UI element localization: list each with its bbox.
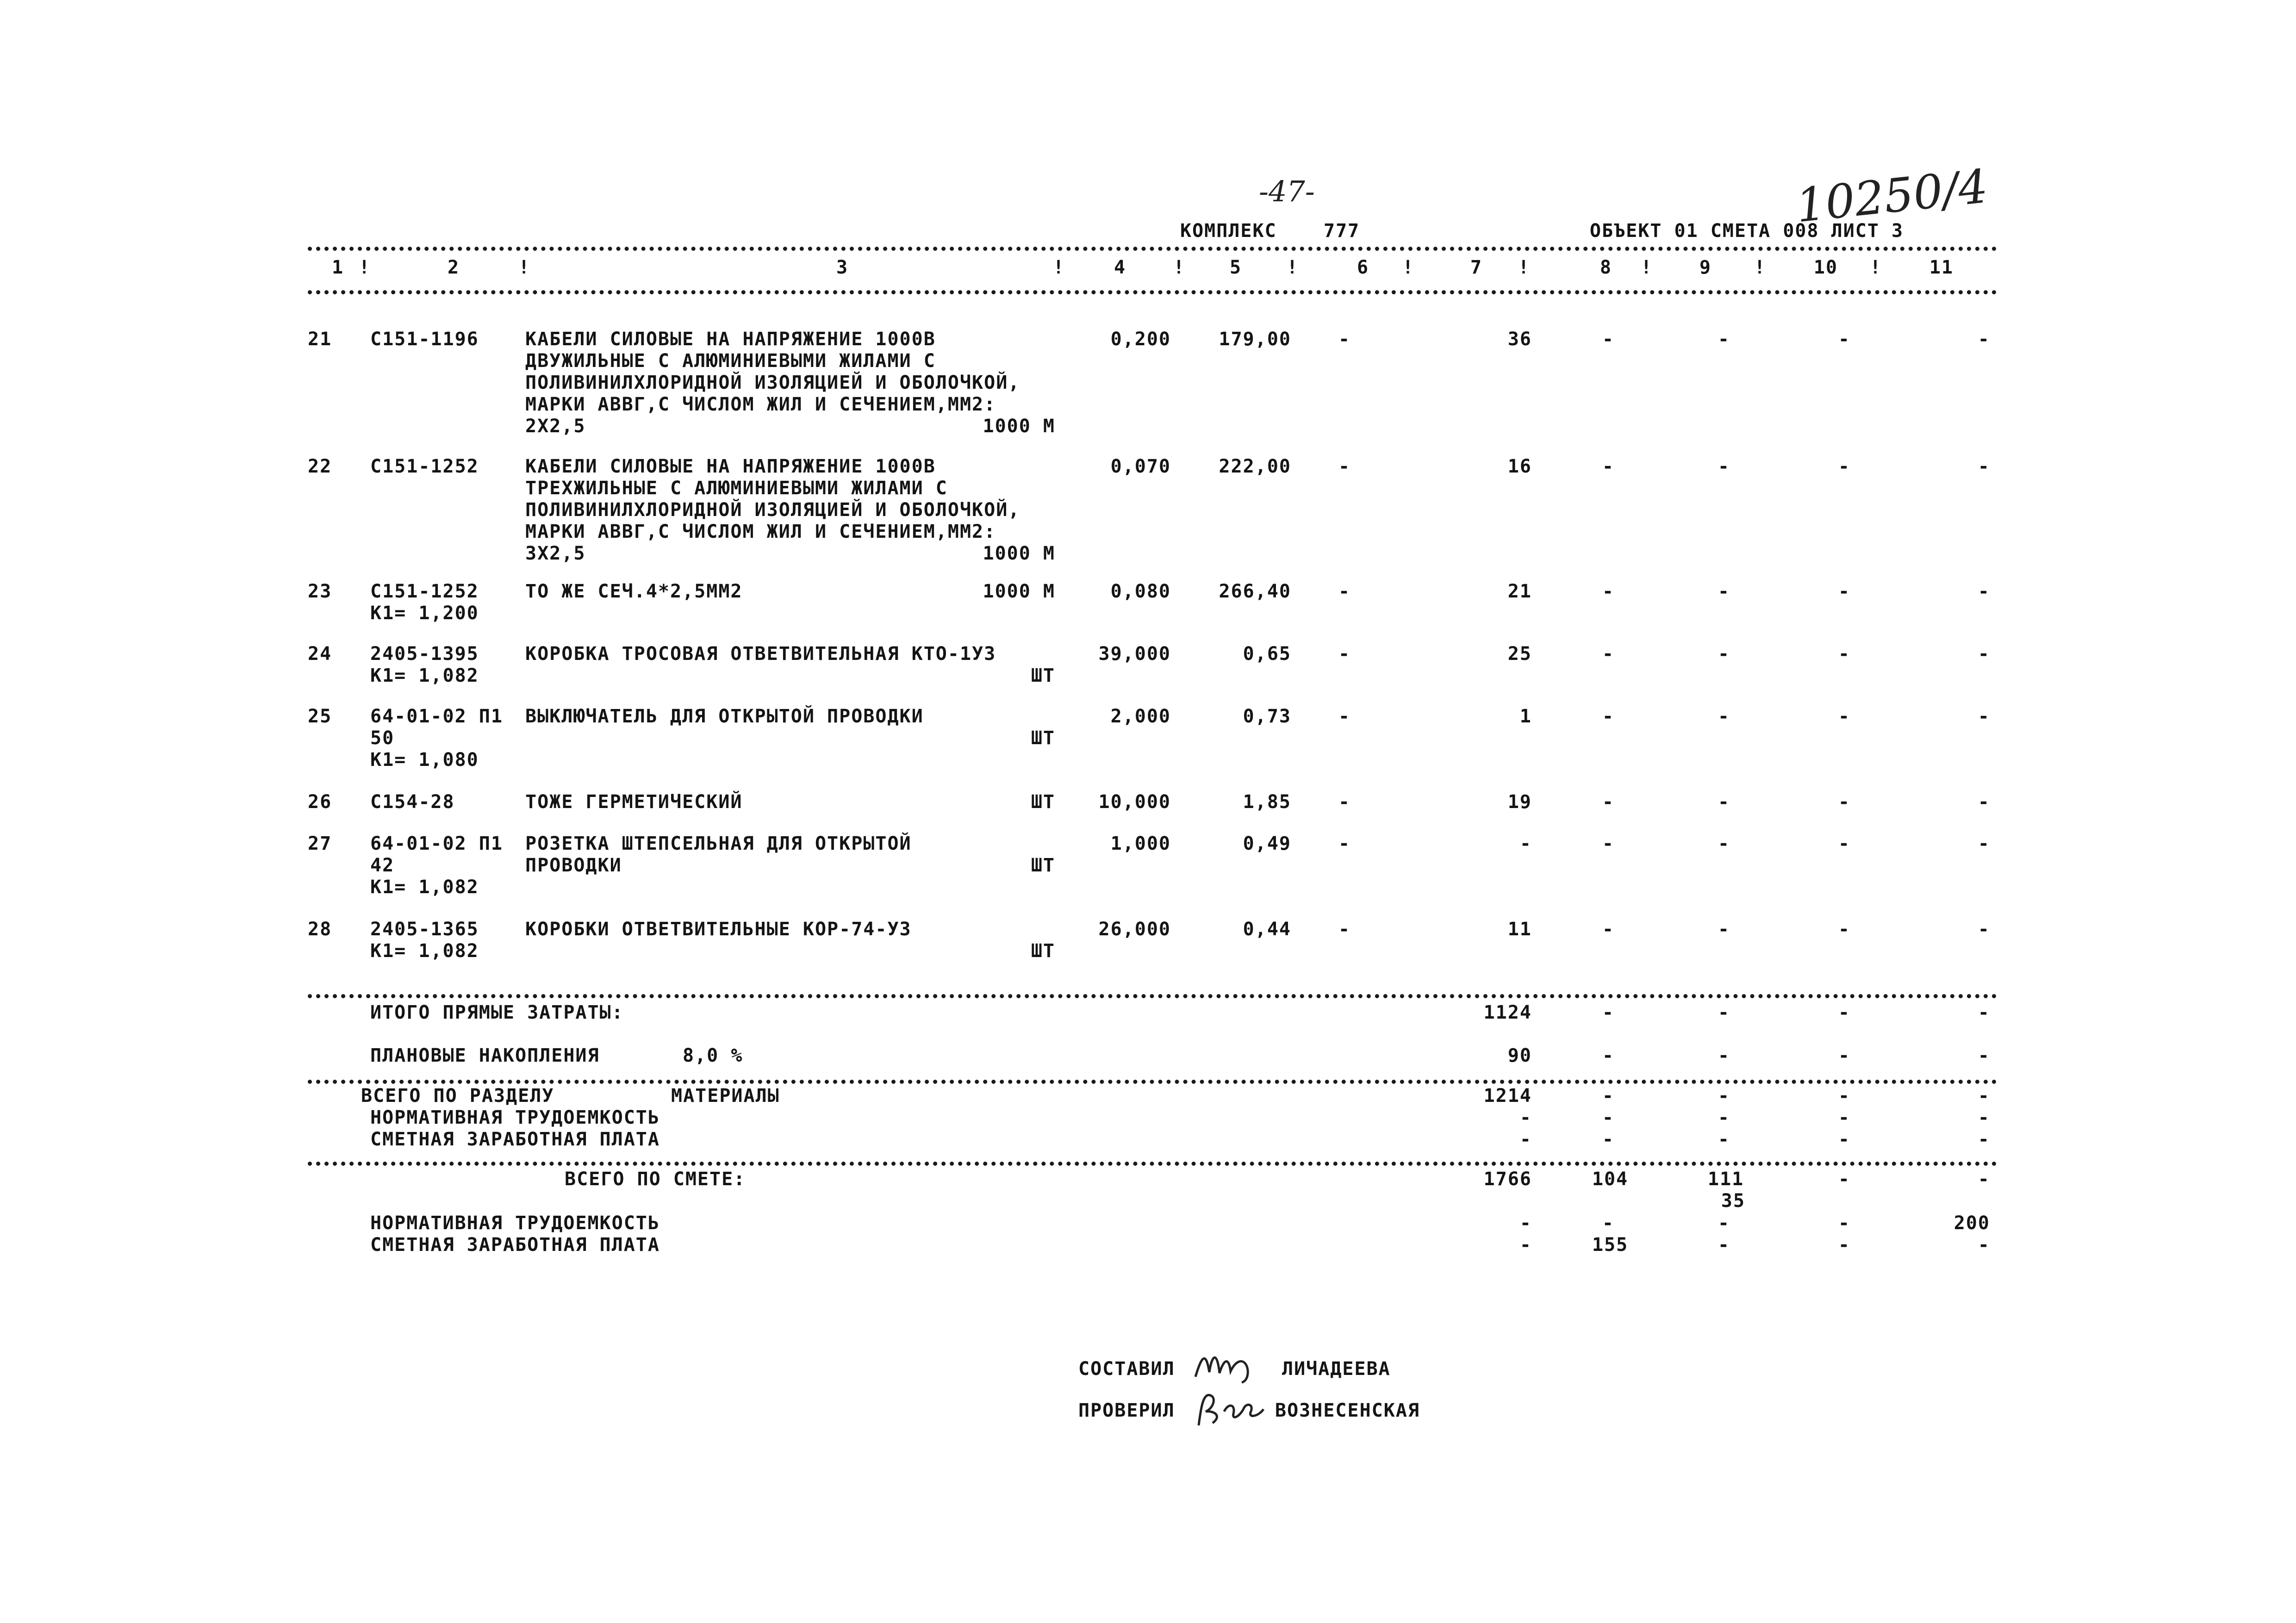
total-col-10: - <box>1838 1234 1851 1256</box>
column-header-10: 10 <box>1813 257 1838 278</box>
header-rule-bottom <box>308 290 1997 294</box>
row-col-6: - <box>1338 456 1351 477</box>
column-separator: ! <box>1870 257 1882 278</box>
compiled-label: СОСТАВИЛ <box>1078 1358 1175 1380</box>
row-description: ПОЛИВИНИЛХЛОРИДНОЙ ИЗОЛЯЦИЕЙ И ОБОЛОЧКОЙ, <box>525 372 1020 393</box>
row-description: МАРКИ АВВГ,С ЧИСЛОМ ЖИЛ И СЕЧЕНИЕМ,ММ2: <box>525 521 996 542</box>
total-col-8: - <box>1602 1085 1615 1107</box>
row-description: ВЫКЛЮЧАТЕЛЬ ДЛЯ ОТКРЫТОЙ ПРОВОДКИ <box>525 706 924 727</box>
total-col-9: - <box>1717 1213 1730 1234</box>
document-number: 10250/4 <box>1793 159 1991 233</box>
total-label: ВСЕГО ПО РАЗДЕЛУ <box>361 1085 554 1107</box>
row-description: КОРОБКИ ОТВЕТВИТЕЛЬНЫЕ КОР-74-У3 <box>525 919 912 940</box>
row-description: ТРЕХЖИЛЬНЫЕ С АЛЮМИНИЕВЫМИ ЖИЛАМИ С <box>525 478 948 499</box>
total-col-9: - <box>1717 1107 1730 1128</box>
column-header-5: 5 <box>1229 257 1242 278</box>
totals-rule-3 <box>308 1162 1997 1166</box>
total-col-8: - <box>1602 1213 1615 1234</box>
row-col-11: - <box>1978 919 1990 940</box>
totals-rule-2 <box>308 1080 1997 1084</box>
total-label: НОРМАТИВНАЯ ТРУДОЕМКОСТЬ <box>370 1107 660 1128</box>
checked-label: ПРОВЕРИЛ <box>1078 1400 1175 1421</box>
row-col-6: - <box>1338 791 1351 813</box>
row-col-10: - <box>1838 706 1851 727</box>
row-col-9: - <box>1717 581 1730 602</box>
row-col-4: 0,070 <box>1110 456 1171 477</box>
row-col-5: 0,65 <box>1243 643 1291 665</box>
total-col-10: - <box>1838 1085 1851 1107</box>
row-number: 25 <box>308 706 332 727</box>
total-col-7: 1214 <box>1483 1085 1532 1107</box>
row-code: С151-1252 <box>370 456 479 477</box>
row-col-5: 266,40 <box>1219 581 1291 602</box>
row-number: 22 <box>308 456 332 477</box>
row-col-6: - <box>1338 329 1351 350</box>
row-description: КАБЕЛИ СИЛОВЫЕ НА НАПРЯЖЕНИЕ 1000В <box>525 456 936 477</box>
total-label: СМЕТНАЯ ЗАРАБОТНАЯ ПЛАТА <box>370 1234 660 1256</box>
row-code: С151-1196 <box>370 329 479 350</box>
row-unit: 1000 М <box>983 416 1055 437</box>
column-header-4: 4 <box>1114 257 1126 278</box>
row-code: С151-1252 <box>370 581 479 602</box>
row-code: 2405-1365 <box>370 919 479 940</box>
total-col-7: - <box>1519 1129 1532 1150</box>
row-unit: ШТ <box>1031 728 1055 749</box>
total-col-8: - <box>1602 1107 1615 1128</box>
totals-rule-1 <box>308 994 1997 998</box>
row-col-8: - <box>1602 456 1615 477</box>
row-code: 2405-1395 <box>370 643 479 665</box>
column-separator: ! <box>1518 257 1531 278</box>
row-col-6: - <box>1338 643 1351 665</box>
row-number: 28 <box>308 919 332 940</box>
total-col-8: 155 <box>1592 1234 1629 1256</box>
column-header-11: 11 <box>1929 257 1954 278</box>
total-col-10: - <box>1838 1169 1851 1190</box>
total-col-11: 200 <box>1954 1213 1990 1234</box>
row-description: ПОЛИВИНИЛХЛОРИДНОЙ ИЗОЛЯЦИЕЙ И ОБОЛОЧКОЙ, <box>525 499 1020 521</box>
row-col-9: - <box>1717 706 1730 727</box>
total-label: ВСЕГО ПО СМЕТЕ: <box>565 1169 746 1190</box>
row-col-8: - <box>1602 833 1615 854</box>
row-description: КАБЕЛИ СИЛОВЫЕ НА НАПРЯЖЕНИЕ 1000В <box>525 329 936 350</box>
total-col-8: - <box>1602 1045 1615 1066</box>
total-label: НОРМАТИВНАЯ ТРУДОЕМКОСТЬ <box>370 1213 660 1234</box>
row-col-5: 0,44 <box>1243 919 1291 940</box>
total-col-10: - <box>1838 1107 1851 1128</box>
total-col-11: - <box>1978 1107 1990 1128</box>
row-code: К1= 1,082 <box>370 665 479 686</box>
row-col-8: - <box>1602 706 1615 727</box>
row-col-10: - <box>1838 643 1851 665</box>
row-col-8: - <box>1602 919 1615 940</box>
row-unit: 1000 М <box>983 581 1055 602</box>
object-label: ОБЪЕКТ 01 СМЕТА 008 ЛИСТ 3 <box>1590 220 1904 242</box>
section-name: МАТЕРИАЛЫ <box>671 1085 780 1107</box>
total-col-7: 1124 <box>1483 1002 1532 1023</box>
row-col-11: - <box>1978 329 1990 350</box>
row-code: К1= 1,082 <box>370 940 479 962</box>
row-code: 64-01-02 П1 <box>370 833 503 854</box>
checked-name: ВОЗНЕСЕНСКАЯ <box>1275 1400 1420 1421</box>
row-number: 26 <box>308 791 332 813</box>
column-header-8: 8 <box>1599 257 1612 278</box>
row-code: К1= 1,200 <box>370 603 479 624</box>
row-description: ТОЖЕ ГЕРМЕТИЧЕСКИЙ <box>525 791 743 813</box>
row-col-11: - <box>1978 581 1990 602</box>
row-code: 42 <box>370 855 395 876</box>
row-col-11: - <box>1978 791 1990 813</box>
row-col-6: - <box>1338 919 1351 940</box>
total-col-9: - <box>1717 1129 1730 1150</box>
row-col-10: - <box>1838 833 1851 854</box>
row-unit: ШТ <box>1031 791 1055 813</box>
row-col-9: - <box>1717 791 1730 813</box>
row-description: ДВУЖИЛЬНЫЕ С АЛЮМИНИЕВЫМИ ЖИЛАМИ С <box>525 350 936 372</box>
total-label: СМЕТНАЯ ЗАРАБОТНАЯ ПЛАТА <box>370 1129 660 1150</box>
total-col-10: - <box>1838 1129 1851 1150</box>
row-col-7: 1 <box>1519 706 1532 727</box>
total-col-10: - <box>1838 1002 1851 1023</box>
row-col-6: - <box>1338 833 1351 854</box>
column-separator: ! <box>1053 257 1065 278</box>
column-separator: ! <box>1173 257 1186 278</box>
row-code: 50 <box>370 728 395 749</box>
row-col-7: 21 <box>1507 581 1532 602</box>
total-label: ПЛАНОВЫЕ НАКОПЛЕНИЯ <box>370 1045 600 1066</box>
page-number: -47- <box>1259 174 1315 208</box>
total-label: ИТОГО ПРЯМЫЕ ЗАТРАТЫ: <box>370 1002 624 1023</box>
column-separator: ! <box>1287 257 1299 278</box>
row-code: С154-28 <box>370 791 455 813</box>
header-rule-top <box>308 247 1997 251</box>
column-header-2: 2 <box>447 257 460 278</box>
row-unit: ШТ <box>1031 665 1055 686</box>
total-col-10: - <box>1838 1213 1851 1234</box>
total-col-9: - <box>1717 1045 1730 1066</box>
column-separator: ! <box>1402 257 1415 278</box>
row-col-4: 10,000 <box>1098 791 1171 813</box>
complex-value: 777 <box>1324 220 1360 242</box>
row-col-11: - <box>1978 833 1990 854</box>
row-col-10: - <box>1838 456 1851 477</box>
row-unit: ШТ <box>1031 940 1055 962</box>
total-col-8: - <box>1602 1129 1615 1150</box>
row-description: ТО ЖЕ СЕЧ.4*2,5ММ2 <box>525 581 743 602</box>
column-header-1: 1 <box>331 257 344 278</box>
row-col-7: 25 <box>1507 643 1532 665</box>
row-col-4: 0,080 <box>1110 581 1171 602</box>
row-col-5: 0,49 <box>1243 833 1291 854</box>
column-separator: ! <box>1641 257 1653 278</box>
row-col-8: - <box>1602 581 1615 602</box>
row-col-5: 179,00 <box>1219 329 1291 350</box>
row-col-7: 16 <box>1507 456 1532 477</box>
row-col-5: 222,00 <box>1219 456 1291 477</box>
row-col-10: - <box>1838 329 1851 350</box>
row-description: 3Х2,5 <box>525 543 586 564</box>
row-col-10: - <box>1838 581 1851 602</box>
row-col-4: 2,000 <box>1110 706 1171 727</box>
row-col-8: - <box>1602 643 1615 665</box>
row-col-6: - <box>1338 706 1351 727</box>
total-col-10: - <box>1838 1045 1851 1066</box>
row-col-4: 26,000 <box>1098 919 1171 940</box>
row-number: 24 <box>308 643 332 665</box>
column-header-9: 9 <box>1699 257 1712 278</box>
total-col-11: - <box>1978 1085 1990 1107</box>
row-col-11: - <box>1978 706 1990 727</box>
row-col-5: 1,85 <box>1243 791 1291 813</box>
compiler-signature <box>1192 1344 1261 1386</box>
total-col-8: 104 <box>1592 1169 1629 1190</box>
row-col-9: - <box>1717 643 1730 665</box>
row-col-9: - <box>1717 329 1730 350</box>
column-separator: ! <box>1754 257 1767 278</box>
row-description: МАРКИ АВВГ,С ЧИСЛОМ ЖИЛ И СЕЧЕНИЕМ,ММ2: <box>525 394 996 415</box>
column-header-7: 7 <box>1470 257 1483 278</box>
row-description: РОЗЕТКА ШТЕПСЕЛЬНАЯ ДЛЯ ОТКРЫТОЙ <box>525 833 912 854</box>
row-number: 27 <box>308 833 332 854</box>
total-col-11: - <box>1978 1234 1990 1256</box>
total-col-9: 111 <box>1708 1169 1744 1190</box>
total-col-7: 90 <box>1507 1045 1532 1066</box>
column-header-6: 6 <box>1356 257 1369 278</box>
total-col-11: - <box>1978 1045 1990 1066</box>
complex-label: КОМПЛЕКС <box>1180 220 1277 242</box>
row-col-9: - <box>1717 919 1730 940</box>
row-col-4: 0,200 <box>1110 329 1171 350</box>
row-col-10: - <box>1838 791 1851 813</box>
row-col-4: 1,000 <box>1110 833 1171 854</box>
total-col-7: - <box>1519 1107 1532 1128</box>
total-col-11: - <box>1978 1169 1990 1190</box>
row-unit: ШТ <box>1031 855 1055 876</box>
row-col-7: 11 <box>1507 919 1532 940</box>
row-number: 23 <box>308 581 332 602</box>
total-col-7: - <box>1519 1234 1532 1256</box>
row-number: 21 <box>308 329 332 350</box>
row-col-5: 0,73 <box>1243 706 1291 727</box>
row-col-8: - <box>1602 791 1615 813</box>
row-col-10: - <box>1838 919 1851 940</box>
total-col-11: - <box>1978 1129 1990 1150</box>
row-col-11: - <box>1978 456 1990 477</box>
planned-percent: 8,0 % <box>683 1045 743 1066</box>
row-description: ПРОВОДКИ <box>525 855 622 876</box>
row-col-8: - <box>1602 329 1615 350</box>
total-col-8: - <box>1602 1002 1615 1023</box>
total-col-9b: 35 <box>1721 1190 1746 1212</box>
column-header-3: 3 <box>836 257 849 278</box>
row-code: К1= 1,082 <box>370 877 479 898</box>
row-unit: 1000 М <box>983 543 1055 564</box>
column-separator: ! <box>518 257 531 278</box>
compiled-name: ЛИЧАДЕЕВА <box>1282 1358 1391 1380</box>
row-col-7: 19 <box>1507 791 1532 813</box>
row-description: 2Х2,5 <box>525 416 586 437</box>
total-col-7: - <box>1519 1213 1532 1234</box>
checker-signature <box>1189 1384 1273 1435</box>
total-col-11: - <box>1978 1002 1990 1023</box>
total-col-9: - <box>1717 1234 1730 1256</box>
row-col-7: - <box>1519 833 1532 854</box>
row-col-7: 36 <box>1507 329 1532 350</box>
row-col-11: - <box>1978 643 1990 665</box>
row-col-9: - <box>1717 833 1730 854</box>
row-col-6: - <box>1338 581 1351 602</box>
row-col-9: - <box>1717 456 1730 477</box>
row-col-4: 39,000 <box>1098 643 1171 665</box>
row-code: К1= 1,080 <box>370 749 479 771</box>
total-col-9: - <box>1717 1085 1730 1107</box>
column-separator: ! <box>359 257 371 278</box>
total-col-7: 1766 <box>1483 1169 1532 1190</box>
total-col-9: - <box>1717 1002 1730 1023</box>
row-description: КОРОБКА ТРОСОВАЯ ОТВЕТВИТЕЛЬНАЯ КТО-1У3 <box>525 643 996 665</box>
row-code: 64-01-02 П1 <box>370 706 503 727</box>
